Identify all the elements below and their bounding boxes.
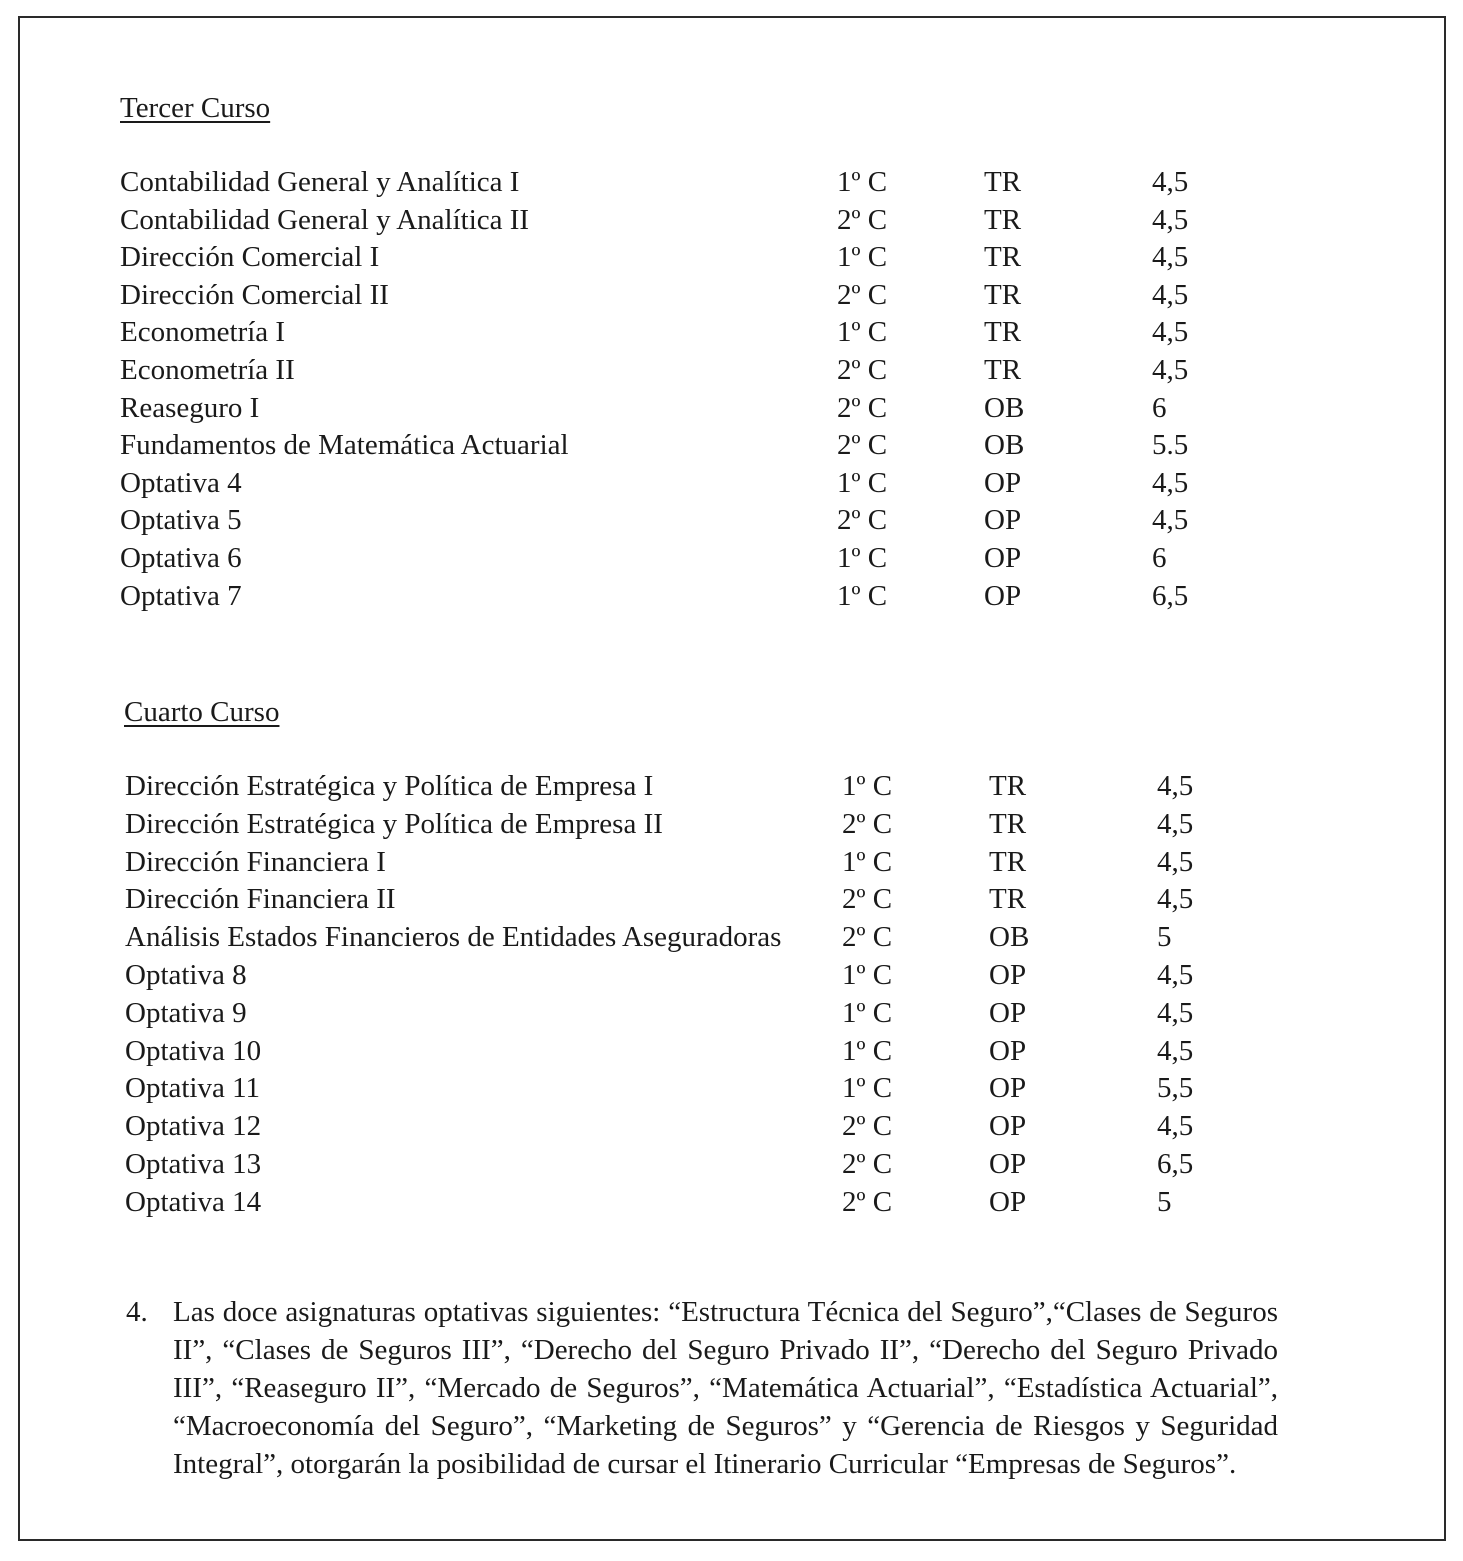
course-name: Análisis Estados Financieros de Entidades Aseguradoras: [125, 921, 782, 954]
course-name: Dirección Estratégica y Política de Empresa II: [125, 807, 663, 840]
course-semester: 2º C: [842, 1185, 893, 1218]
course-name: Optativa 14: [125, 1185, 262, 1218]
course-semester: 1º C: [842, 770, 893, 802]
course-semester: 2º C: [842, 883, 893, 916]
course-credits: 4,5: [1157, 883, 1194, 916]
course-semester: 1º C: [837, 579, 888, 612]
course-credits: 4,5: [1152, 466, 1189, 499]
course-semester: 2º C: [837, 391, 888, 424]
course-semester: 1º C: [842, 1072, 893, 1105]
course-credits: 4,5: [1157, 807, 1194, 840]
course-semester: 1º C: [837, 542, 888, 574]
course-credits: 4,5: [1152, 316, 1189, 349]
course-credits: 4,5: [1157, 1110, 1194, 1143]
course-name: Optativa 11: [125, 1072, 261, 1105]
course-semester: 2º C: [837, 504, 888, 537]
course-name: Optativa 4: [120, 466, 242, 499]
course-name: Contabilidad General y Analítica I: [120, 166, 520, 198]
course-semester: 2º C: [837, 354, 888, 386]
course-type: OP: [984, 466, 1022, 499]
course-semester: 1º C: [842, 1034, 893, 1067]
course-type: OP: [989, 1185, 1027, 1218]
course-name: Fundamentos de Matemática Actuarial: [120, 429, 569, 462]
course-name: Optativa 7: [120, 579, 242, 612]
course-type: TR: [989, 770, 1027, 802]
course-type: TR: [984, 354, 1022, 386]
section-title-cuarto-curso: Cuarto Curso: [124, 696, 280, 728]
course-name: Reaseguro I: [120, 391, 260, 424]
course-credits: 4,5: [1157, 1034, 1194, 1067]
course-type: OB: [989, 921, 1030, 954]
course-credits: 4,5: [1152, 278, 1189, 311]
course-type: OP: [984, 504, 1022, 537]
course-credits: 4,5: [1152, 504, 1189, 537]
course-semester: 2º C: [842, 921, 893, 954]
course-type: TR: [989, 883, 1027, 916]
course-name: Optativa 10: [125, 1034, 262, 1067]
course-semester: 2º C: [842, 1110, 893, 1143]
footnote-number: 4.: [126, 1296, 148, 1328]
course-semester: 2º C: [842, 1148, 893, 1180]
course-credits: 4,5: [1157, 959, 1194, 991]
course-name: Optativa 6: [120, 542, 242, 574]
course-credits: 5: [1157, 921, 1172, 954]
course-semester: 1º C: [837, 466, 888, 499]
course-type: OP: [989, 1110, 1027, 1143]
course-semester: 1º C: [842, 996, 893, 1029]
course-type: OP: [984, 542, 1022, 574]
course-semester: 2º C: [837, 278, 888, 311]
course-type: OP: [989, 1034, 1027, 1067]
course-type: TR: [989, 845, 1027, 878]
course-credits: 4,5: [1152, 354, 1189, 386]
course-credits: 6,5: [1157, 1148, 1194, 1180]
course-name: Optativa 13: [125, 1148, 262, 1180]
course-type: OP: [989, 959, 1027, 991]
course-name: Optativa 5: [120, 504, 242, 537]
course-type: TR: [984, 203, 1022, 236]
course-credits: 4,5: [1157, 996, 1194, 1029]
course-name: Dirección Estratégica y Política de Empresa I: [125, 770, 654, 802]
course-credits: 5: [1157, 1185, 1172, 1218]
footnote-text: Las doce asignaturas optativas siguientes: “Estructura Técnica del Seguro”,“Clases de Seguros II”, “Clases de Seguros III”, “Derecho del Seguro Privado II”, “Derecho del Seguro Privado III”, “Reaseguro II”, “Mercado de Seguros”, “Matemática Actuarial”, “Estadística Actuarial”, “Macroeconomía del Seguro”, “Marketing de Seguros” y “Gerencia de Riesgos y Seguridad Integral”, otorgarán la posibilidad de cursar el Itinerario Curricular “Empresas de Seguros”.: [173, 1296, 1278, 1480]
course-credits: 4,5: [1152, 203, 1189, 236]
course-type: OB: [984, 429, 1025, 462]
course-credits: 4,5: [1157, 770, 1194, 802]
course-type: OP: [989, 996, 1027, 1029]
course-name: Econometría I: [120, 316, 286, 349]
course-type: OP: [984, 579, 1022, 612]
course-name: Optativa 8: [125, 959, 247, 991]
course-semester: 2º C: [837, 429, 888, 462]
course-name: Optativa 12: [125, 1110, 262, 1143]
course-type: TR: [984, 241, 1022, 274]
course-credits: 5.5: [1152, 429, 1189, 462]
course-credits: 6: [1152, 391, 1167, 424]
course-name: Dirección Comercial I: [120, 241, 380, 274]
course-type: TR: [984, 316, 1022, 349]
course-credits: 5,5: [1157, 1072, 1194, 1105]
course-semester: 1º C: [842, 845, 893, 878]
course-type: TR: [984, 166, 1022, 198]
course-name: Contabilidad General y Analítica II: [120, 203, 530, 236]
course-semester: 1º C: [842, 959, 893, 991]
course-credits: 4,5: [1152, 166, 1189, 198]
course-type: TR: [989, 807, 1027, 840]
course-type: OP: [989, 1072, 1027, 1105]
course-semester: 2º C: [842, 807, 893, 840]
course-semester: 1º C: [837, 316, 888, 349]
course-credits: 4,5: [1157, 845, 1194, 878]
course-type: TR: [984, 278, 1022, 311]
course-name: Dirección Comercial II: [120, 278, 389, 311]
course-name: Dirección Financiera II: [125, 883, 396, 916]
course-type: OP: [989, 1148, 1027, 1180]
course-semester: 1º C: [837, 166, 888, 198]
section-title-tercer-curso: Tercer Curso: [120, 92, 271, 124]
course-credits: 6,5: [1152, 579, 1189, 612]
course-name: Econometría II: [120, 354, 295, 386]
course-credits: 6: [1152, 542, 1167, 574]
course-name: Dirección Financiera I: [125, 845, 386, 878]
course-type: OB: [984, 391, 1025, 424]
course-credits: 4,5: [1152, 241, 1189, 274]
course-semester: 1º C: [837, 241, 888, 274]
course-name: Optativa 9: [125, 996, 247, 1029]
course-semester: 2º C: [837, 203, 888, 236]
